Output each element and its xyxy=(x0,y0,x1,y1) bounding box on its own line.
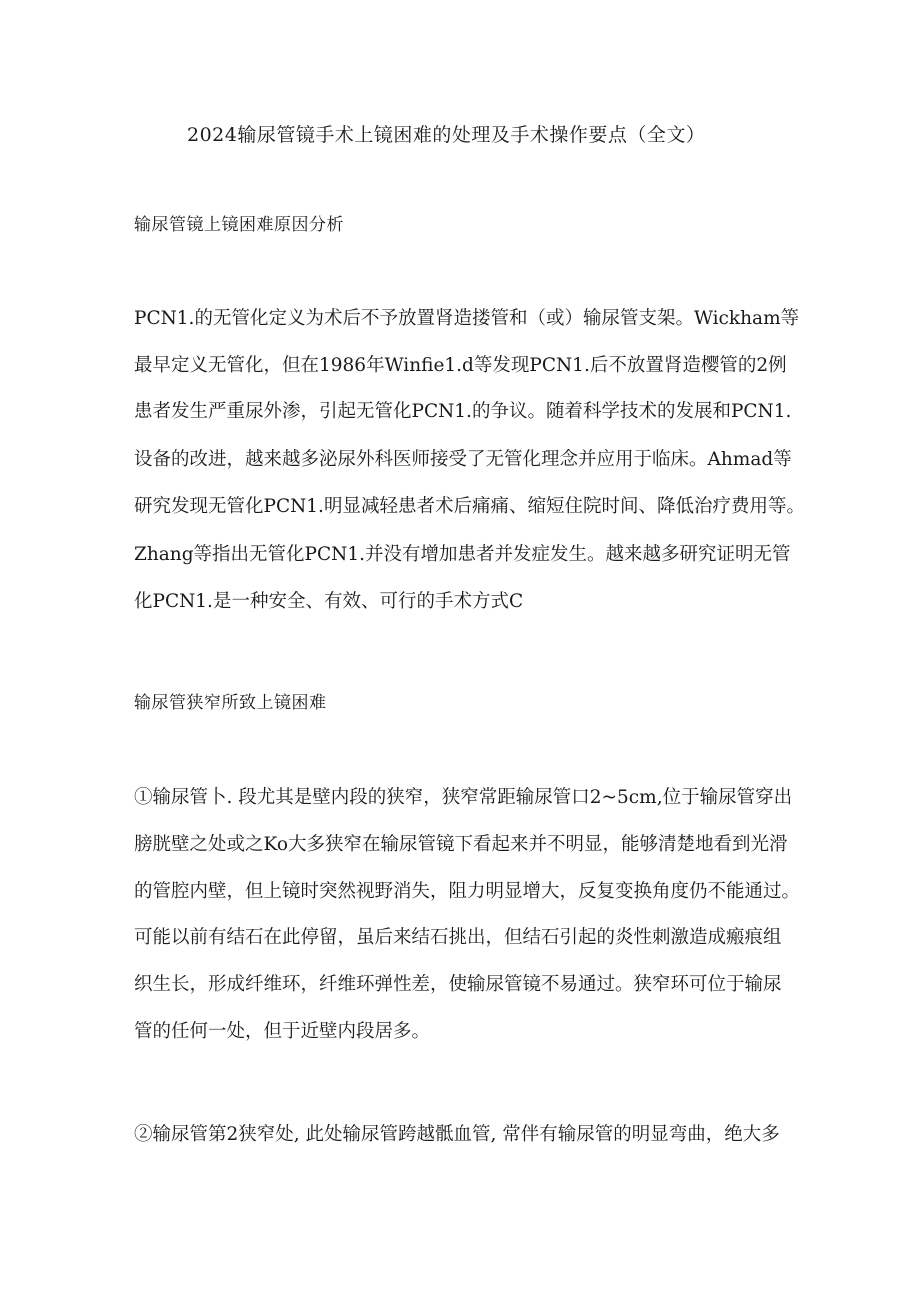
text-line: 设备的改进，越来越多泌尿外科医师接受了无管化理念并应用于临床。Ahmad等 xyxy=(134,449,792,470)
text-line: ②输尿管第2狭窄处, 此处输尿管跨越骶血管, 常伴有输尿管的明显弯曲，绝大多 xyxy=(134,1124,780,1145)
text-line: ①输尿管卜. 段尤其是壁内段的狭窄，狭窄常距输尿管口2~5cm,位于输尿管穿出 xyxy=(134,787,793,808)
section-heading-cause-analysis: 输尿管镜上镜困难原因分析 xyxy=(134,215,344,235)
text-line: 的管腔内壁，但上镜时突然视野消失，阻力明显增大，反复变换角度仍不能通过。 xyxy=(134,881,801,902)
text-line: 管的任何一处，但于近壁内段居多。 xyxy=(134,1021,431,1042)
section-heading-stricture: 输尿管狭窄所致上镜困难 xyxy=(134,693,327,713)
text-line: 可能以前有结石在此停留，虽后来结石挑出，但结石引起的炎性刺激造成瘢痕组 xyxy=(134,927,782,948)
text-line: 化PCN1.是一种安全、有效、可行的手术方式C xyxy=(134,591,524,612)
text-line: 织生长，形成纤维环，纤维环弹性差，使输尿管镜不易通过。狭窄环可位于输尿 xyxy=(134,974,782,995)
text-line: 研究发现无管化PCN1.明显减轻患者术后痛痛、缩短住院时间、降低治疗费用等。 xyxy=(134,496,805,517)
text-line: 患者发生严重尿外渗，引起无管化PCN1.的争议。随着科学技术的发展和PCN1. xyxy=(134,401,792,422)
text-line: 最早定义无管化，但在1986年Winfie1.d等发现PCN1.后不放置肾造樱管的2例 xyxy=(134,355,787,376)
text-line: 膀胱壁之处或之Ko大多狭窄在输尿管镜下看起来并不明显，能够清楚地看到光滑 xyxy=(134,834,788,855)
text-line: Zhang等指出无管化PCN1.并没有增加患者并发症发生。越来越多研究证明无管 xyxy=(134,544,791,565)
text-line: PCN1.的无管化定义为术后不予放置肾造搂管和（或）输尿管支架。Wickham等 xyxy=(134,308,800,329)
document-title: 2024输尿管镜手术上镜困难的处理及手术操作要点（全文） xyxy=(187,124,706,146)
